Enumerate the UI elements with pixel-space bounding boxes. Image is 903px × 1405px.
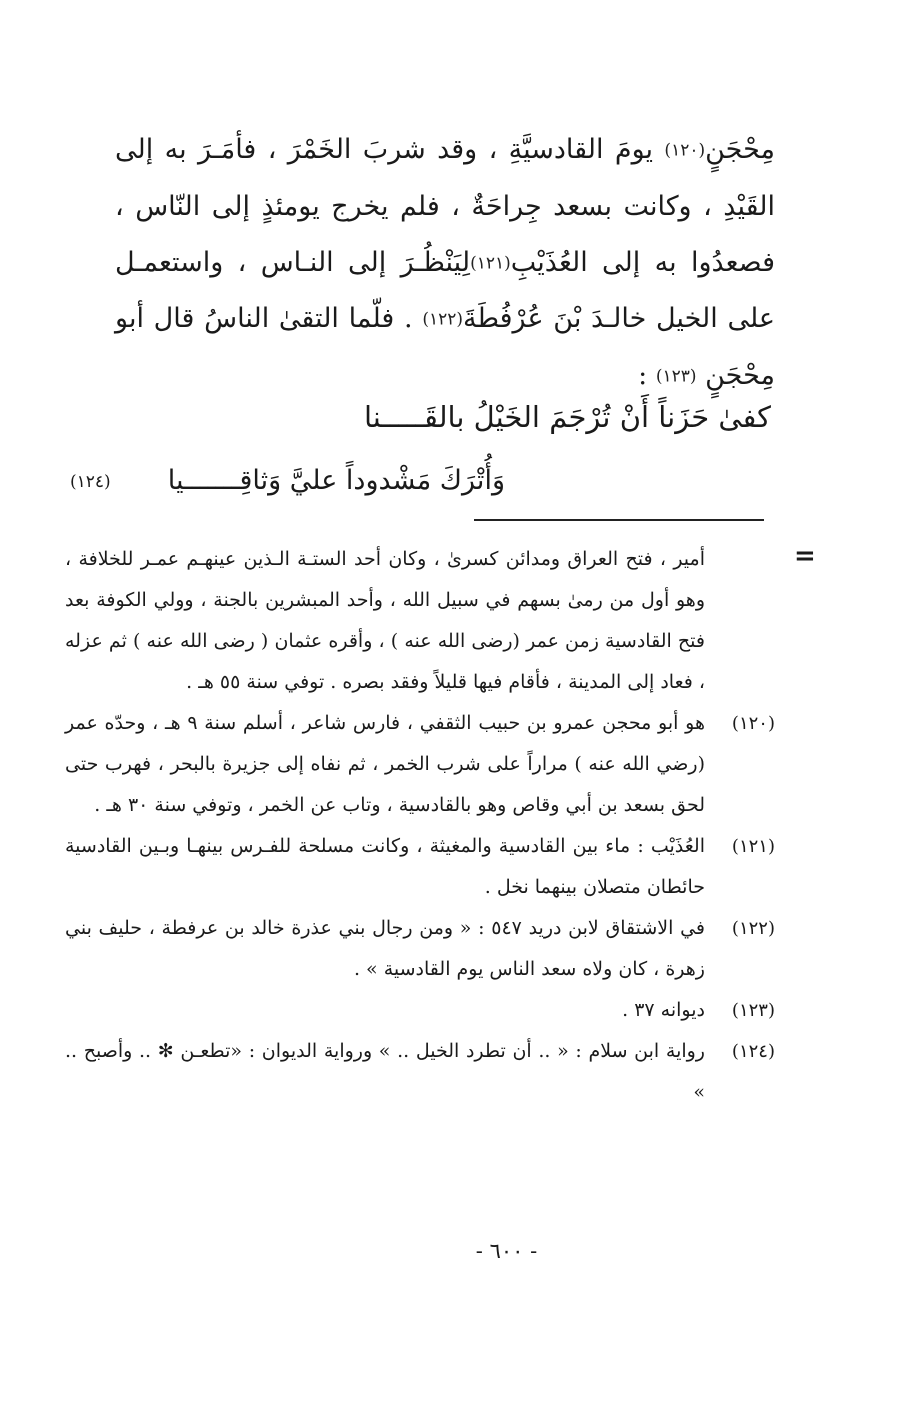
footnote-continuation-text: أمير ، فتح العراق ومدائن كسرىٰ ، وكان أحد الستـة الـذين عينهـم عمـر للخلافة ، وهو أول من رمىٰ بسهم في سبيل الله ، وأحد المبشرين بالجنة ، وولي الكوفة بعد فتح القادسية زمن عمر (رضى الله عنه ) ، وأقره عثمان ( رضى الله عنه ) ثم عزله ، فعاد إلى المدينة ، فأقام فيها قليلاً وفقد بصره . توفي سنة ٥٥ هـ . xyxy=(65,548,706,693)
footnote-text: ديوانه ٣٧ . xyxy=(622,999,705,1021)
footnote-item xyxy=(65,908,775,990)
footnote-item xyxy=(65,1031,775,1113)
footnote-number: (١٢٣) xyxy=(731,1000,775,1021)
body-text-b: يومَ القادسيَّةِ ، وقد شربَ الخَمْرَ ، فأمَـرَ به إلى القَيْدِ ، وكانت بسعد جِراحَةٌ ، فلم يخرج يومئذٍ إلى النّاس ، فصعدُوا به إلى العُذَيْبِ xyxy=(115,134,776,278)
continuation-mark: = xyxy=(794,541,816,571)
page-number: - ٦٠٠ - xyxy=(475,1239,538,1263)
footnote-text: هو أبو محجن عمرو بن حبيب الثقفي ، فارس شاعر ، أسلم سنة ٩ هـ ، وحدّه عمر (رضي الله عنه ) مراراً على شرب الخمر ، ثم نفاه إلى جزيرة بالبحر ، فهرب حتى لحق بسعد بن أبي وقاص وهو بالقادسية ، وتاب عن الخمر ، وتوفي سنة ٣٠ هـ . xyxy=(65,712,705,816)
footnote-number: (١٢١) xyxy=(731,836,775,857)
footnote-ref-123: (١٢٣) xyxy=(655,366,697,386)
footnote-continuation xyxy=(65,539,775,703)
footnote-ref-121: (١٢١) xyxy=(470,253,511,273)
footnote-number: (١٢٠) xyxy=(731,713,775,734)
footnotes-section xyxy=(65,539,775,1113)
footnote-number: (١٢٤) xyxy=(731,1041,775,1062)
footnote-ref-124: (١٢٤) xyxy=(70,472,111,492)
footnote-item xyxy=(65,990,775,1031)
body-text-d: . فلّما التقىٰ الناسُ قال أبو مِحْجَنٍ xyxy=(115,303,775,391)
footnote-text: العُذَيْب : ماء بين القادسية والمغيثة ، وكانت مسلحة للفـرس بينهـا وبـين القادسية حائطان متصلان بينهما نخل . xyxy=(65,835,705,898)
body-text-c: لِيَنْظُـرَ إلى النـاس ، واستعمـل على الخيل خالـدَ بْنَ عُرْفُطَةَ xyxy=(115,246,775,334)
footnote-separator-rule xyxy=(474,519,764,521)
footnote-item xyxy=(65,826,775,908)
main-paragraph xyxy=(115,122,775,404)
poem-verse-line-1: كفىٰ حَزَناً أَنْ تُرْجَمَ الخَيْلُ بالقَـــــنا xyxy=(363,400,771,434)
footnote-text: رواية ابن سلام : « .. أن تطرد الخيل .. » ورواية الديوان : «تطعـن ✻ .. وأصبح .. » xyxy=(65,1040,705,1103)
footnote-number: (١٢٢) xyxy=(731,918,775,939)
footnote-text: في الاشتقاق لابن دريد ٥٤٧ : « ومن رجال بني عذرة خالد بن عرفطة ، حليف بني زهرة ، كان ولاه سعد الناس يوم القادسية » . xyxy=(65,917,705,980)
poem-verse-line-2: وَأُتْرَكَ مَشْدوداً عليَّ وَثاقِـــــــيا xyxy=(167,465,505,496)
body-text-a: مِحْجَنٍ xyxy=(705,134,775,165)
body-text-e: : xyxy=(638,359,648,391)
footnote-item xyxy=(65,703,775,826)
footnote-ref-120: (١٢٠) xyxy=(664,140,706,161)
footnote-ref-122: (١٢٢) xyxy=(422,309,464,330)
